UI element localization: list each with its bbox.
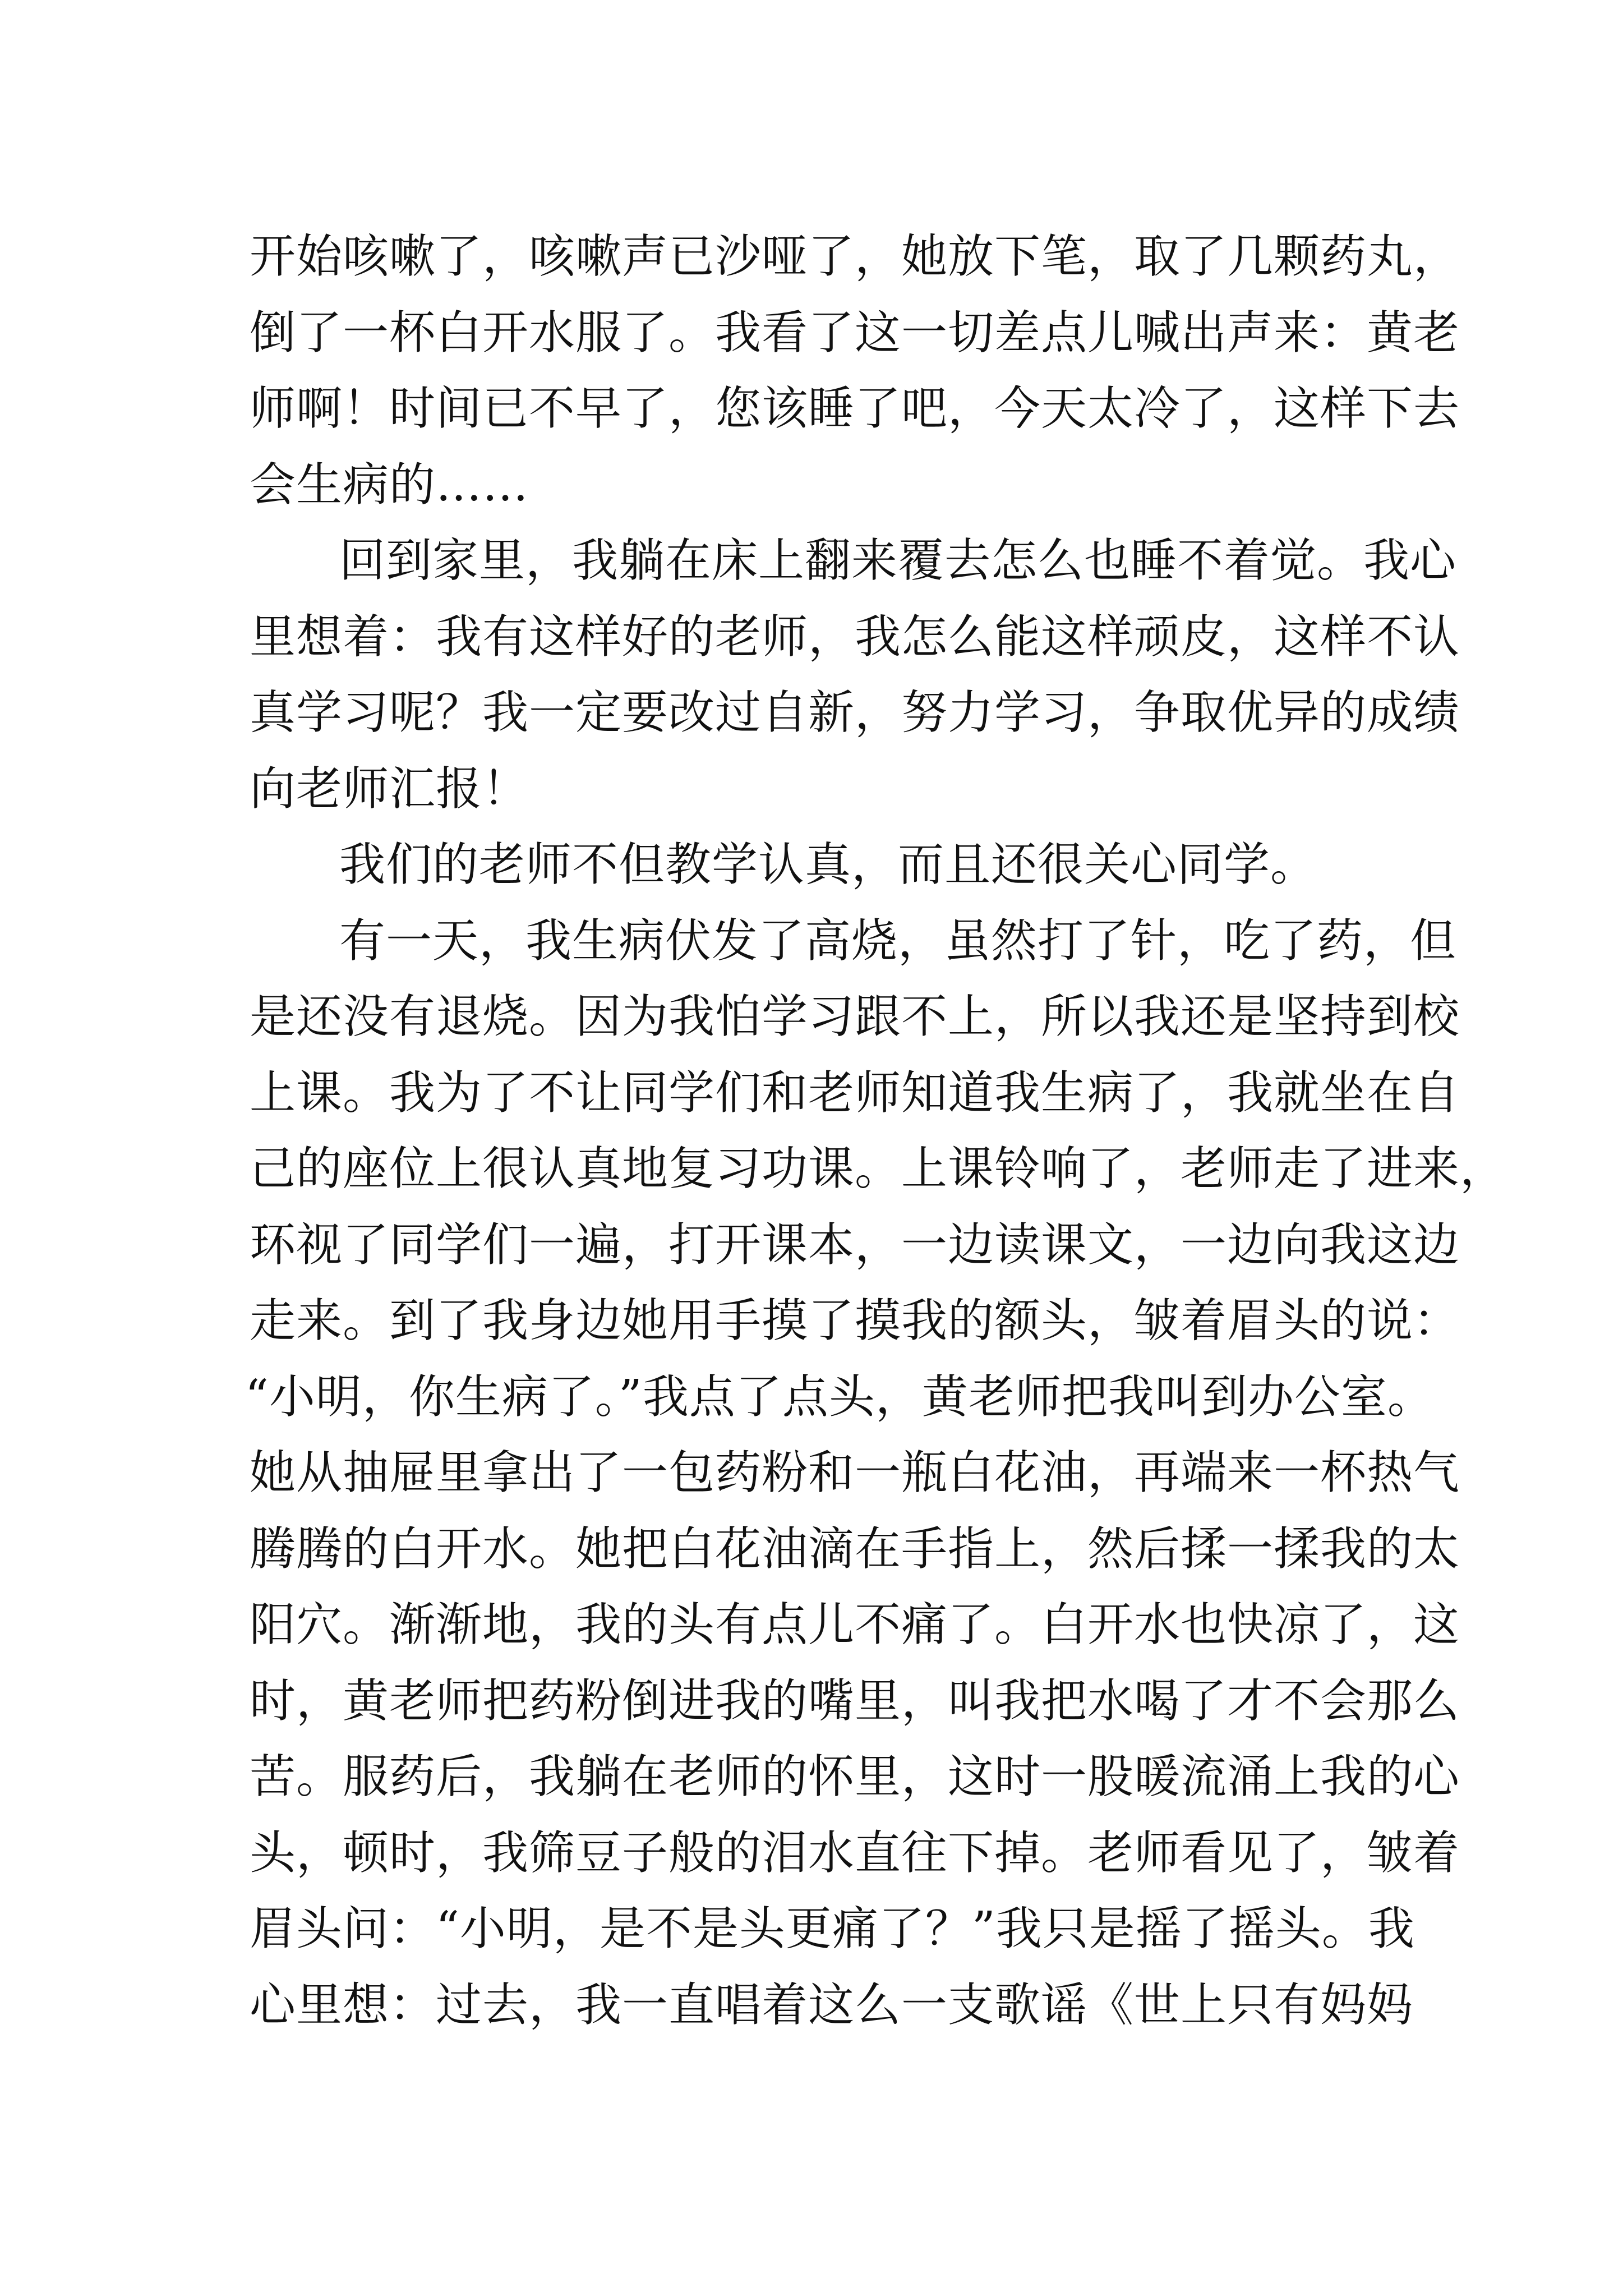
text-line: 己的座位上很认真地复习功课。上课铃响了，老师走了进来，	[250, 1142, 1507, 1195]
text-line: 是还没有退烧。因为我怕学习跟不上，所以我还是坚持到校	[250, 990, 1460, 1043]
text-line: 眉头问：“小明，是不是头更痛了？”我只是摇了摇头。我	[250, 1902, 1415, 1955]
text-line: 师啊！时间已不早了，您该睡了吧，今天太冷了，这样下去	[250, 382, 1460, 435]
paragraph-first-line: 回到家里，我躺在床上翻来覆去怎么也睡不着觉。我心	[339, 534, 1457, 587]
text-line: 环视了同学们一遍，打开课本，一边读课文，一边向我这边	[250, 1218, 1460, 1272]
text-line: 腾腾的白开水。她把白花油滴在手指上，然后揉一揉我的太	[250, 1522, 1460, 1576]
text-line: 真学习呢？我一定要改过自新，努力学习，争取优异的成绩	[250, 686, 1460, 739]
text-line: 上课。我为了不让同学们和老师知道我生病了，我就坐在自	[250, 1066, 1460, 1120]
text-line: 她从抽屉里拿出了一包药粉和一瓶白花油，再端来一杯热气	[250, 1446, 1460, 1499]
paragraph-first-line: 有一天，我生病伏发了高烧，虽然打了针，吃了药，但	[339, 914, 1457, 968]
text-line: 时，黄老师把药粉倒进我的嘴里，叫我把水喝了才不会那么	[250, 1674, 1460, 1728]
text-line: 心里想：过去，我一直唱着这么一支歌谣《世上只有妈妈	[250, 1978, 1414, 2032]
text-line: 阳穴。渐渐地，我的头有点儿不痛了。白开水也快凉了，这	[250, 1598, 1460, 1651]
paragraph-first-line: 我们的老师不但教学认真，而且还很关心同学。	[339, 838, 1317, 891]
text-line: 苦。服药后，我躺在老师的怀里，这时一股暖流涌上我的心	[250, 1750, 1460, 1803]
text-line: 头，顿时，我筛豆子般的泪水直往下掉。老师看见了，皱着	[250, 1826, 1460, 1880]
text-line: 开始咳嗽了，咳嗽声已沙哑了，她放下笔，取了几颗药丸，	[250, 230, 1460, 283]
body-text	[245, 219, 1507, 2043]
text-line: 里想着：我有这样好的老师，我怎么能这样顽皮，这样不认	[250, 610, 1460, 664]
text-line: 走来。到了我身边她用手摸了摸我的额头，皱着眉头的说：	[250, 1294, 1460, 1347]
text-line: 倒了一杯白开水服了。我看了这一切差点儿喊出声来：黄老	[250, 306, 1460, 360]
text-line: 向老师汇报！	[250, 762, 529, 816]
text-line: 会生病的……	[250, 458, 529, 512]
text-line: “小明，你生病了。”我点了点头，黄老师把我叫到办公室。	[245, 1370, 1434, 1424]
